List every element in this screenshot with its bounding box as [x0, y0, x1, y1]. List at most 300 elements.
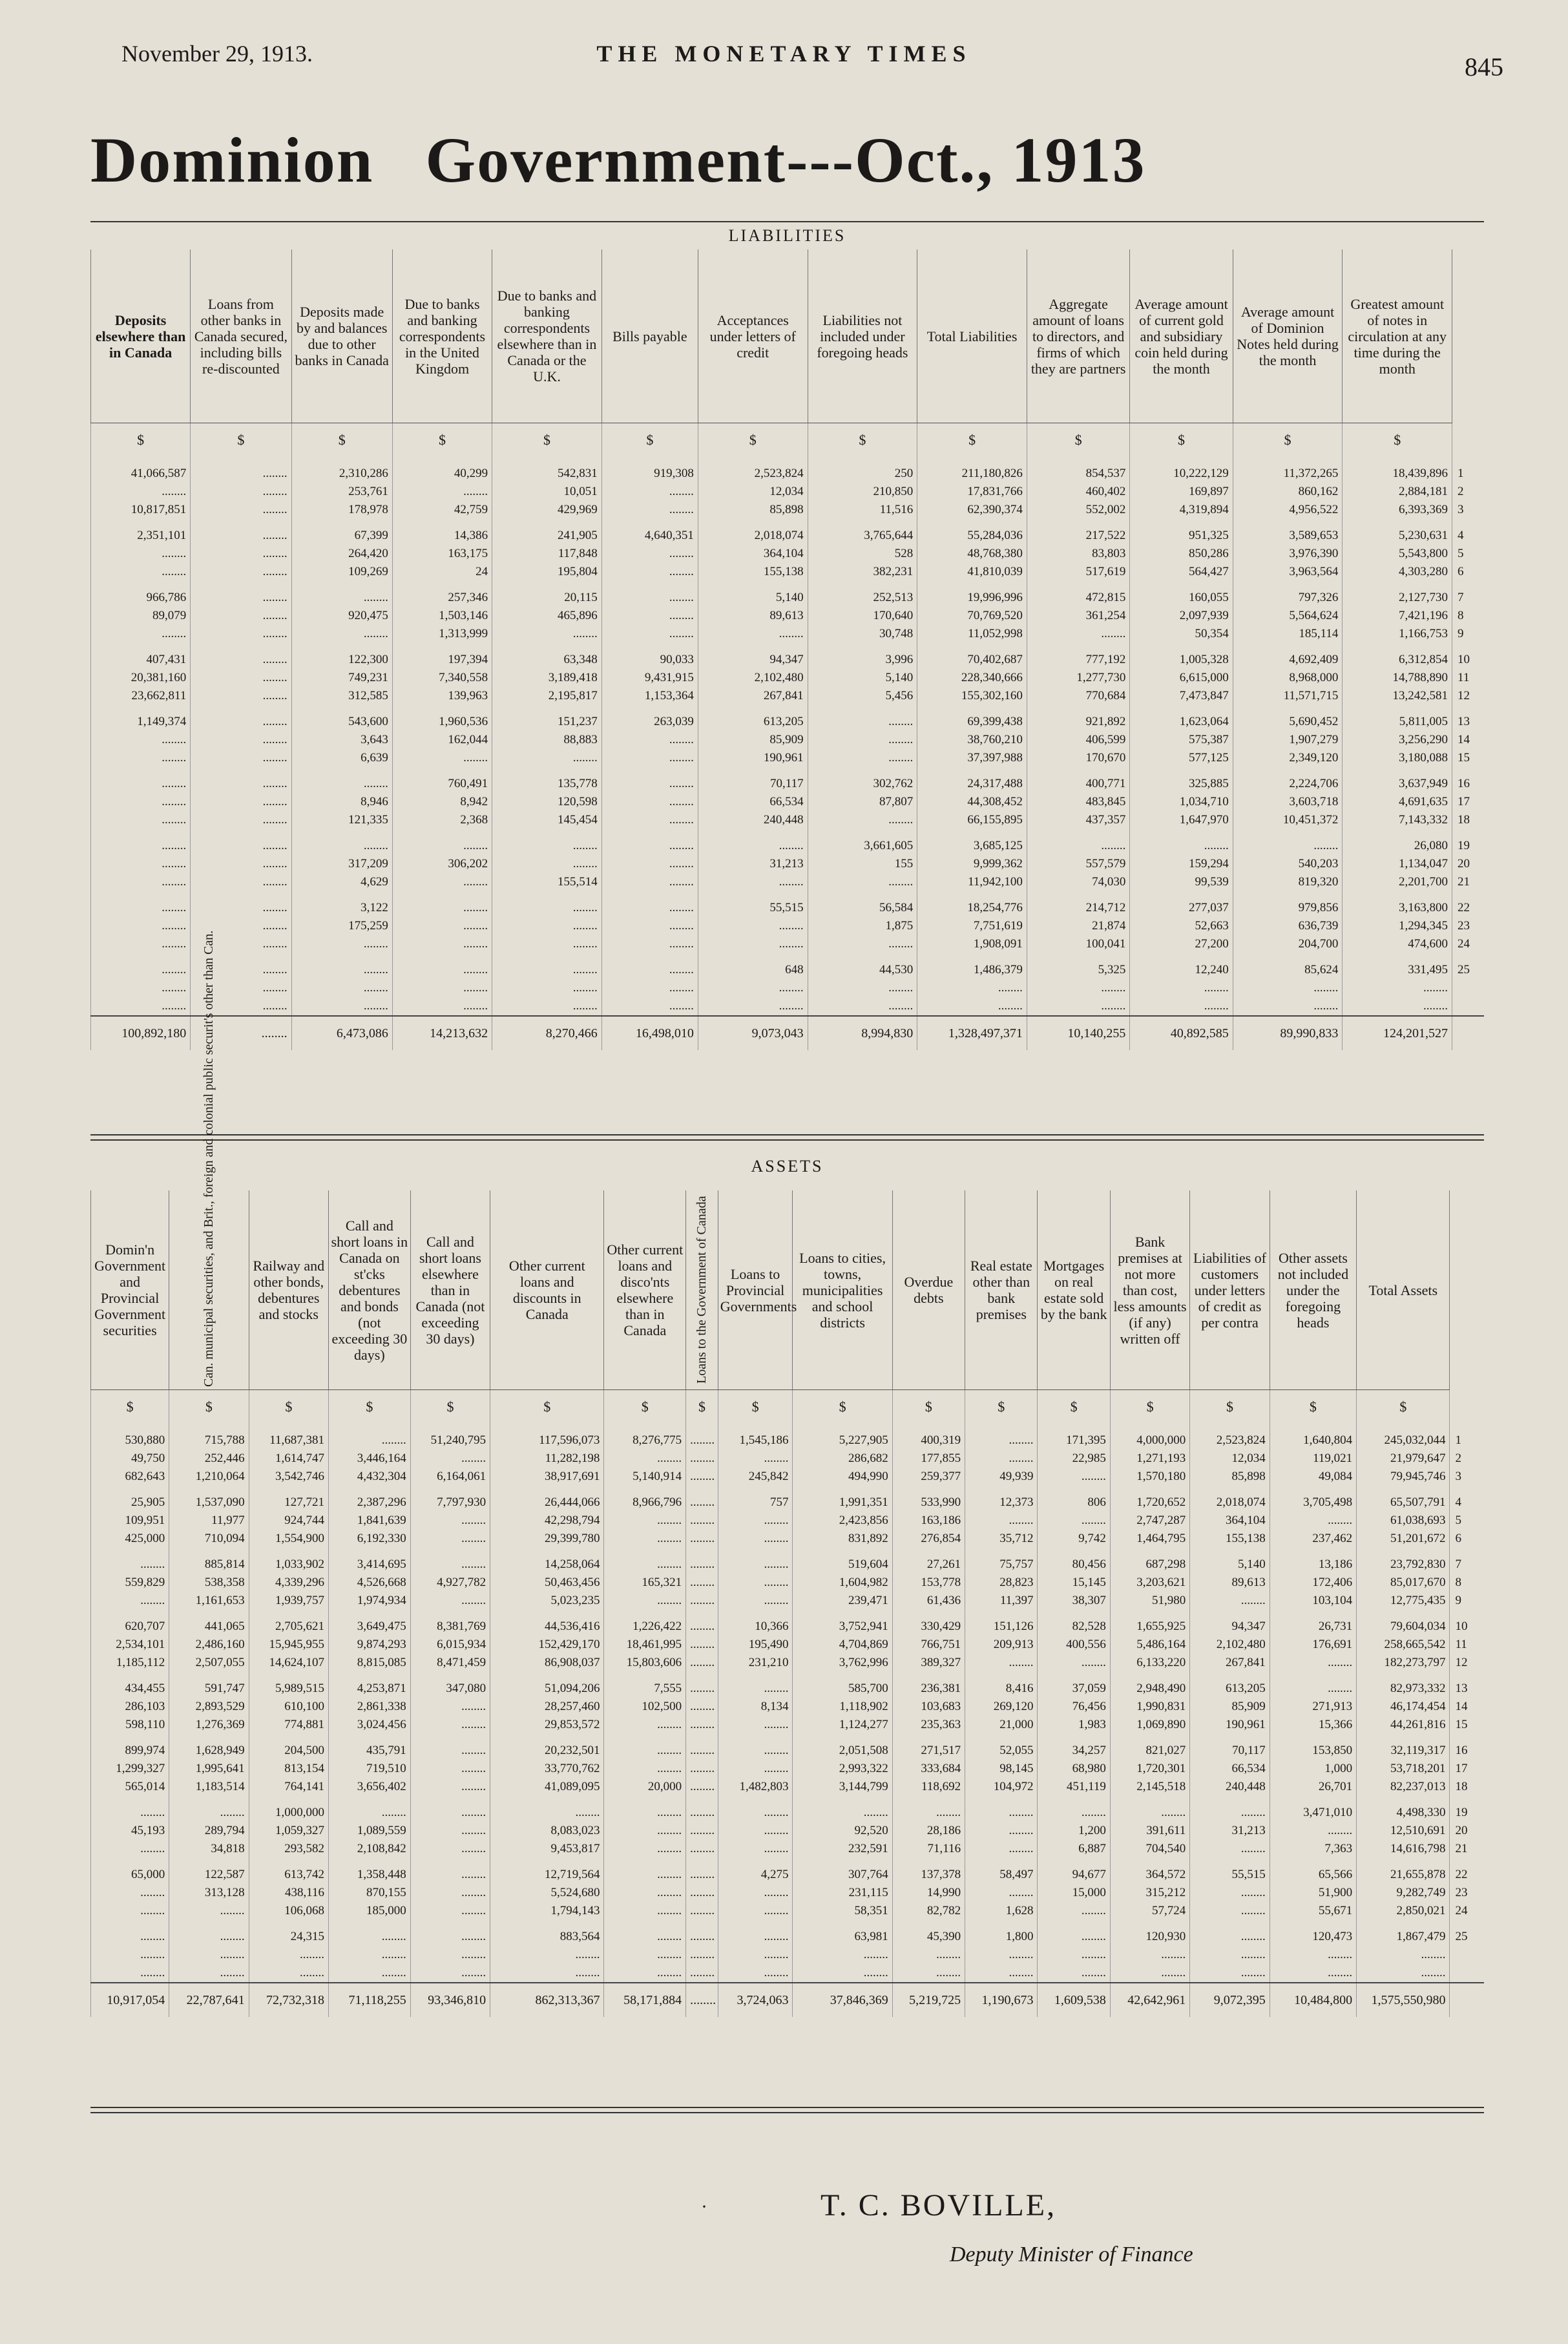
column-header: Domin'n Government and Provincial Government securities [91, 1190, 169, 1390]
table-cell: 85,017,670 [1357, 1574, 1450, 1592]
table-cell: 6,393,369 [1343, 501, 1452, 519]
total-cell: 71,118,255 [329, 1983, 411, 2017]
table-cell: 44,308,452 [917, 793, 1027, 811]
table-cell: 1,907,279 [1233, 731, 1343, 749]
table-cell: ........ [1190, 1964, 1270, 1983]
currency-symbol: $ [492, 423, 602, 458]
table-cell: 63,981 [793, 1920, 892, 1946]
table-cell: 258,665,542 [1357, 1636, 1450, 1654]
table-cell: 564,427 [1130, 563, 1233, 581]
total-cell: 100,892,180 [91, 1016, 191, 1050]
table-cell: 1,000,000 [249, 1796, 328, 1822]
table-cell: ........ [191, 625, 291, 643]
total-cell: 3,724,063 [718, 1983, 793, 2017]
table-row [91, 855, 1485, 873]
table-cell: ........ [410, 1822, 490, 1840]
table-cell: ........ [1190, 1592, 1270, 1610]
table-cell: ........ [686, 1920, 718, 1946]
table-cell: ........ [892, 1946, 965, 1964]
table-cell: 153,778 [892, 1574, 965, 1592]
column-header: Other assets not included under the foregoing heads [1270, 1190, 1356, 1390]
table-cell: 5,140 [1190, 1548, 1270, 1574]
table-cell: ........ [1190, 1920, 1270, 1946]
table-cell: 494,990 [793, 1468, 892, 1486]
table-cell: ........ [601, 873, 698, 891]
table-cell: 306,202 [392, 855, 492, 873]
column-header: Loans to Provincial Governments [718, 1190, 793, 1390]
total-cell: 8,270,466 [492, 1016, 602, 1050]
table-cell: 269,120 [965, 1698, 1038, 1716]
table-cell: ........ [686, 1884, 718, 1902]
currency-symbol: $ [91, 423, 191, 458]
table-cell: 82,973,332 [1357, 1672, 1450, 1698]
currency-symbol: $ [1110, 1390, 1189, 1424]
table-cell: 85,898 [1190, 1468, 1270, 1486]
table-cell: 613,205 [1190, 1672, 1270, 1698]
table-cell: ........ [793, 1796, 892, 1822]
table-cell: 2,747,287 [1110, 1512, 1189, 1530]
table-cell: 23,792,830 [1357, 1548, 1450, 1574]
table-cell: 17,831,766 [917, 483, 1027, 501]
table-cell: ........ [91, 1884, 169, 1902]
table-cell: 5,227,905 [793, 1424, 892, 1450]
table-cell: 1,200 [1038, 1822, 1110, 1840]
table-cell: ........ [191, 891, 291, 917]
table-row [91, 1574, 1485, 1592]
row-number: 10 [1458, 653, 1470, 666]
table-cell: 169,897 [1130, 483, 1233, 501]
table-cell: 98,145 [965, 1760, 1038, 1778]
table-cell: 11,571,715 [1233, 687, 1343, 705]
total-cell: 22,787,641 [169, 1983, 249, 2017]
table-cell: ........ [490, 1964, 604, 1983]
total-cell: 8,994,830 [808, 1016, 917, 1050]
total-cell: 16,498,010 [601, 1016, 698, 1050]
row-number: 5 [1458, 547, 1464, 560]
table-cell: 15,145 [1038, 1574, 1110, 1592]
table-cell: 182,273,797 [1357, 1654, 1450, 1672]
table-cell: 76,456 [1038, 1698, 1110, 1716]
table-cell: 57,724 [1110, 1902, 1189, 1920]
table-cell: 8,134 [718, 1698, 793, 1716]
table-row [91, 1698, 1485, 1716]
table-cell: ........ [91, 767, 191, 793]
table-row [91, 811, 1485, 829]
table-cell: ........ [91, 979, 191, 997]
table-cell: ........ [604, 1858, 686, 1884]
table-cell: ........ [191, 581, 291, 607]
table-cell: ........ [410, 1796, 490, 1822]
table-cell: ........ [604, 1884, 686, 1902]
table-cell: 12,034 [698, 483, 808, 501]
table-cell: 1,005,328 [1130, 643, 1233, 669]
table-cell: ........ [1027, 997, 1129, 1016]
table-cell: 5,543,800 [1343, 545, 1452, 563]
table-cell: 263,039 [601, 705, 698, 731]
table-cell: 2,387,296 [329, 1486, 411, 1512]
table-cell: 425,000 [91, 1530, 169, 1548]
table-cell: 330,429 [892, 1610, 965, 1636]
row-number: 4 [1455, 1495, 1461, 1509]
table-cell: 3,256,290 [1343, 731, 1452, 749]
table-row [91, 1592, 1485, 1610]
table-cell: 6,639 [291, 749, 392, 767]
table-row [91, 935, 1485, 953]
table-cell: 8,083,023 [490, 1822, 604, 1840]
row-number: 24 [1458, 937, 1470, 951]
table-cell: 70,117 [1190, 1734, 1270, 1760]
total-cell: 5,219,725 [892, 1983, 965, 2017]
table-cell: 4,692,409 [1233, 643, 1343, 669]
table-cell: 1,990,831 [1110, 1698, 1189, 1716]
table-cell: ........ [604, 1964, 686, 1983]
table-cell: 11,397 [965, 1592, 1038, 1610]
table-cell: ........ [718, 1512, 793, 1530]
column-header: Call and short loans elsewhere than in Canada (not exceeding 30 days) [410, 1190, 490, 1390]
table-cell: 11,282,198 [490, 1450, 604, 1468]
table-cell: 66,155,895 [917, 811, 1027, 829]
table-cell: ........ [1110, 1964, 1189, 1983]
table-row [91, 917, 1485, 935]
table-cell: ........ [698, 917, 808, 935]
table-cell: 2,127,730 [1343, 581, 1452, 607]
table-cell: 1,720,652 [1110, 1486, 1189, 1512]
signatory-name: T. C. BOVILLE, [821, 2188, 1057, 2223]
table-cell: 286,103 [91, 1698, 169, 1716]
row-number: 22 [1458, 901, 1470, 914]
table-cell: 8,815,085 [329, 1654, 411, 1672]
table-cell: 1,570,180 [1110, 1468, 1189, 1486]
column-header: Liabilities not included under foregoing heads [808, 249, 917, 423]
table-cell: 159,294 [1130, 855, 1233, 873]
table-cell: 3,661,605 [808, 829, 917, 855]
total-cell: 10,484,800 [1270, 1983, 1356, 2017]
table-cell: 2,948,490 [1110, 1672, 1189, 1698]
table-cell: ........ [601, 501, 698, 519]
table-cell: 7,143,332 [1343, 811, 1452, 829]
table-cell: 10,817,851 [91, 501, 191, 519]
table-cell: ........ [601, 997, 698, 1016]
table-cell: 85,909 [1190, 1698, 1270, 1716]
table-cell: 257,346 [392, 581, 492, 607]
row-number: 16 [1455, 1744, 1468, 1757]
table-cell: 540,203 [1233, 855, 1343, 873]
currency-symbol: $ [892, 1390, 965, 1424]
table-cell: 2,507,055 [169, 1654, 249, 1672]
table-cell: ........ [698, 935, 808, 953]
table-cell: ........ [686, 1672, 718, 1698]
column-header: Loans from other banks in Canada secured, including bills re-discounted [191, 249, 291, 423]
table-row [91, 687, 1485, 705]
table-cell: ........ [1357, 1964, 1450, 1983]
table-row [91, 1716, 1485, 1734]
totals-row [91, 1016, 1485, 1050]
column-header: Average amount of Dominion Notes held during the month [1233, 249, 1343, 423]
row-number-header [1450, 1190, 1484, 1390]
table-cell: 237,462 [1270, 1530, 1356, 1548]
column-header: Deposits elsewhere than in Canada [91, 249, 191, 423]
table-row [91, 545, 1485, 563]
table-cell: ........ [808, 811, 917, 829]
table-cell: 5,140 [698, 581, 808, 607]
table-cell: 119,021 [1270, 1450, 1356, 1468]
table-cell: 3,122 [291, 891, 392, 917]
table-cell: 557,579 [1027, 855, 1129, 873]
table-cell: 3,446,164 [329, 1450, 411, 1468]
table-cell: ........ [1190, 1840, 1270, 1858]
table-cell: 12,373 [965, 1486, 1038, 1512]
table-cell: ........ [291, 935, 392, 953]
table-cell: 231,210 [718, 1654, 793, 1672]
table-cell: 472,815 [1027, 581, 1129, 607]
total-cell: 37,846,369 [793, 1983, 892, 2017]
table-cell: 29,399,780 [490, 1530, 604, 1548]
table-cell: 3,414,695 [329, 1548, 411, 1574]
table-cell: ........ [1190, 1884, 1270, 1902]
table-cell: 636,739 [1233, 917, 1343, 935]
currency-symbol: $ [1233, 423, 1343, 458]
table-cell: ........ [329, 1946, 411, 1964]
table-cell: 1,358,448 [329, 1858, 411, 1884]
table-cell: 40,299 [392, 457, 492, 483]
table-cell: 58,497 [965, 1858, 1038, 1884]
table-cell: 8,968,000 [1233, 669, 1343, 687]
table-cell: 1,720,301 [1110, 1760, 1189, 1778]
table-cell: 122,300 [291, 643, 392, 669]
row-number: 23 [1455, 1886, 1468, 1899]
table-cell: 770,684 [1027, 687, 1129, 705]
table-cell: 50,463,456 [490, 1574, 604, 1592]
table-cell: ........ [965, 1884, 1038, 1902]
table-cell: 232,591 [793, 1840, 892, 1858]
table-cell: 13,242,581 [1343, 687, 1452, 705]
table-cell: ........ [1190, 1946, 1270, 1964]
table-cell: 239,471 [793, 1592, 892, 1610]
table-cell: ........ [191, 563, 291, 581]
table-cell: ........ [191, 953, 291, 979]
table-cell: ........ [392, 483, 492, 501]
table-cell: 14,990 [892, 1884, 965, 1902]
column-header: Other current loans and disco'nts elsewhere than in Canada [604, 1190, 686, 1390]
table-cell: 104,972 [965, 1778, 1038, 1796]
table-cell: 52,055 [965, 1734, 1038, 1760]
table-cell: 598,110 [91, 1716, 169, 1734]
column-header: Deposits made by and balances due to other banks in Canada [291, 249, 392, 423]
table-cell: 37,059 [1038, 1672, 1110, 1698]
table-cell: ........ [965, 1424, 1038, 1450]
table-cell: 120,930 [1110, 1920, 1189, 1946]
column-header: Railway and other bonds, debentures and stocks [249, 1190, 328, 1390]
total-cell: 10,140,255 [1027, 1016, 1129, 1050]
table-cell: 85,624 [1233, 953, 1343, 979]
table-cell: ........ [686, 1716, 718, 1734]
table-cell: 11,942,100 [917, 873, 1027, 891]
table-cell: ........ [291, 581, 392, 607]
row-number: 23 [1458, 919, 1470, 933]
table-cell: ........ [410, 1512, 490, 1530]
table-cell: 86,908,037 [490, 1654, 604, 1672]
table-cell: 813,154 [249, 1760, 328, 1778]
table-cell: 51,980 [1110, 1592, 1189, 1610]
row-number: 16 [1458, 777, 1470, 790]
table-cell: ........ [91, 953, 191, 979]
row-number: 19 [1455, 1806, 1468, 1819]
row-number: 8 [1458, 609, 1464, 622]
table-cell: ........ [191, 607, 291, 625]
table-cell: 120,598 [492, 793, 602, 811]
table-cell: ........ [1357, 1946, 1450, 1964]
table-cell: ........ [169, 1946, 249, 1964]
table-cell: 26,701 [1270, 1778, 1356, 1796]
table-row [91, 501, 1485, 519]
bottom-divider [90, 2107, 1484, 2113]
table-cell: ........ [249, 1946, 328, 1964]
table-cell: ........ [392, 997, 492, 1016]
table-cell: ........ [91, 873, 191, 891]
table-cell: 313,128 [169, 1884, 249, 1902]
table-cell: ........ [1270, 1964, 1356, 1983]
table-cell: ........ [686, 1574, 718, 1592]
table-cell: 14,788,890 [1343, 669, 1452, 687]
table-cell: ........ [718, 1884, 793, 1902]
table-row [91, 457, 1485, 483]
table-cell: 465,896 [492, 607, 602, 625]
table-cell: ........ [1130, 979, 1233, 997]
table-cell: 3,752,941 [793, 1610, 892, 1636]
table-cell: ........ [410, 1902, 490, 1920]
table-cell: 24,317,488 [917, 767, 1027, 793]
table-cell: 3,589,653 [1233, 519, 1343, 545]
table-cell: 325,885 [1130, 767, 1233, 793]
table-row [91, 731, 1485, 749]
table-row [91, 1610, 1485, 1636]
column-header: Due to banks and banking correspondents in the United Kingdom [392, 249, 492, 423]
table-cell: 429,969 [492, 501, 602, 519]
table-cell: 26,731 [1270, 1610, 1356, 1636]
total-cell: 9,073,043 [698, 1016, 808, 1050]
table-cell: 9,999,362 [917, 855, 1027, 873]
table-cell: ........ [892, 1964, 965, 1983]
column-header: Due to banks and banking correspondents elsewhere than in Canada or the U.K. [492, 249, 602, 423]
table-cell: 1,974,934 [329, 1592, 411, 1610]
total-cell [1452, 1016, 1484, 1050]
table-cell: ........ [392, 891, 492, 917]
table-cell: 312,585 [291, 687, 392, 705]
table-cell: 65,000 [91, 1858, 169, 1884]
table-cell: 1,995,641 [169, 1760, 249, 1778]
table-cell: 979,856 [1233, 891, 1343, 917]
table-cell: 364,104 [698, 545, 808, 563]
table-cell: ........ [191, 979, 291, 997]
table-cell: ........ [410, 1716, 490, 1734]
table-cell: 20,232,501 [490, 1734, 604, 1760]
table-cell: 20,115 [492, 581, 602, 607]
table-cell: ........ [686, 1654, 718, 1672]
table-cell: 2,310,286 [291, 457, 392, 483]
table-cell: 3,996 [808, 643, 917, 669]
table-cell: 135,778 [492, 767, 602, 793]
table-cell: 155,138 [1190, 1530, 1270, 1548]
table-cell: ........ [490, 1946, 604, 1964]
table-cell: 1,277,730 [1027, 669, 1129, 687]
table-cell: 139,963 [392, 687, 492, 705]
row-number: 12 [1455, 1656, 1468, 1669]
table-cell: 519,604 [793, 1548, 892, 1574]
table-cell: ........ [718, 1920, 793, 1946]
row-number-header [1452, 249, 1484, 423]
table-cell: ........ [1130, 829, 1233, 855]
table-cell: ........ [718, 1796, 793, 1822]
table-cell: 302,762 [808, 767, 917, 793]
table-cell: ........ [604, 1592, 686, 1610]
table-cell: ........ [410, 1778, 490, 1796]
table-cell: 155,514 [492, 873, 602, 891]
table-cell: ........ [698, 979, 808, 997]
table-cell: 63,348 [492, 643, 602, 669]
table-cell: 45,193 [91, 1822, 169, 1840]
table-cell: 2,850,021 [1357, 1902, 1450, 1920]
signatory-title: Deputy Minister of Finance [950, 2243, 1193, 2266]
table-cell: 333,684 [892, 1760, 965, 1778]
table-cell: ........ [808, 979, 917, 997]
table-cell: ........ [718, 1822, 793, 1840]
table-cell: 15,803,606 [604, 1654, 686, 1672]
table-cell: 7,797,930 [410, 1486, 490, 1512]
table-cell: ........ [1027, 829, 1129, 855]
table-cell: 7,421,196 [1343, 607, 1452, 625]
table-row [91, 793, 1485, 811]
table-row [91, 953, 1485, 979]
currency-symbol: $ [1270, 1390, 1356, 1424]
table-cell: 44,530 [808, 953, 917, 979]
liabilities-label: LIABILITIES [728, 226, 846, 245]
total-cell: 89,990,833 [1233, 1016, 1343, 1050]
table-cell: ........ [191, 519, 291, 545]
table-cell: 1,655,925 [1110, 1610, 1189, 1636]
table-cell: 7,340,558 [392, 669, 492, 687]
totals-row [91, 1983, 1485, 2017]
table-cell: 1,503,146 [392, 607, 492, 625]
table-cell: 3,024,456 [329, 1716, 411, 1734]
table-cell: ........ [1270, 1822, 1356, 1840]
table-cell: ........ [808, 935, 917, 953]
table-row [91, 1672, 1485, 1698]
row-number [1452, 997, 1484, 1016]
table-cell: ........ [392, 979, 492, 997]
table-cell: 23,662,811 [91, 687, 191, 705]
table-cell: 2,351,101 [91, 519, 191, 545]
table-cell: ........ [604, 1920, 686, 1946]
table-cell: 10,051 [492, 483, 602, 501]
table-cell: 543,600 [291, 705, 392, 731]
table-cell: ........ [601, 917, 698, 935]
table-row [91, 829, 1485, 855]
table-cell: 45,390 [892, 1920, 965, 1946]
table-cell: ........ [718, 1734, 793, 1760]
table-cell: 58,351 [793, 1902, 892, 1920]
table-cell: 65,507,791 [1357, 1486, 1450, 1512]
total-cell: 10,917,054 [91, 1983, 169, 2017]
table-cell: 51,900 [1270, 1884, 1356, 1902]
row-number: 13 [1458, 715, 1470, 728]
table-cell: 55,515 [698, 891, 808, 917]
table-cell: 749,231 [291, 669, 392, 687]
table-cell: 24 [392, 563, 492, 581]
table-cell: ........ [601, 607, 698, 625]
table-cell: 162,044 [392, 731, 492, 749]
table-cell: 24,315 [249, 1920, 328, 1946]
table-cell: ........ [686, 1486, 718, 1512]
